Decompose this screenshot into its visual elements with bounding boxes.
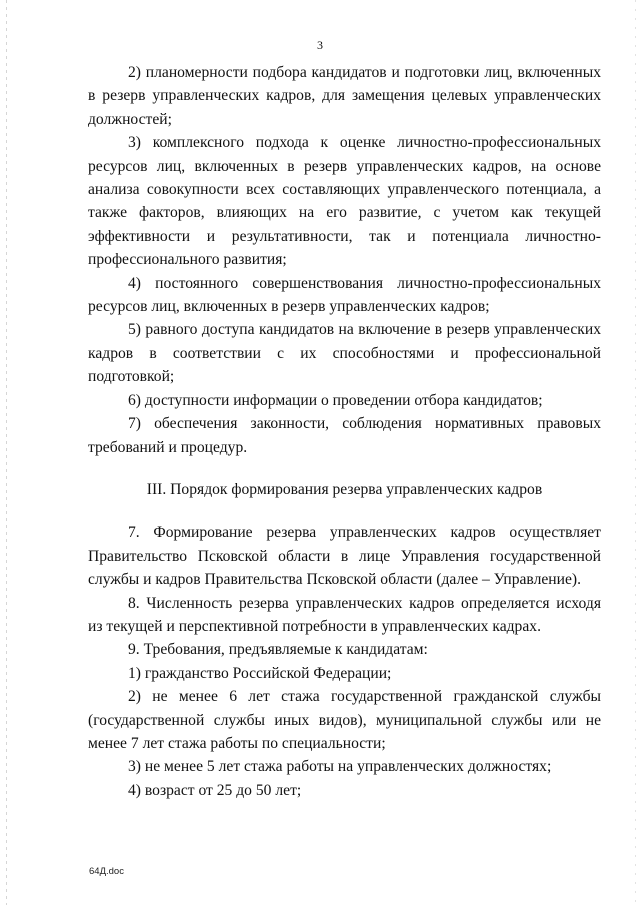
list-item-4: 4) постоянного совершенствования личностно-профессиональных ресурсов лиц, включенных в резерв управленческих кадров; [88,274,601,316]
section-heading: III. Порядок формирования резерва управленческих кадров [146,480,543,498]
requirement-1: 1) гражданство Российской Федерации; [128,664,392,682]
clause-9: 9. Требования, предъявляемые к кандидатам: [128,641,428,659]
clause-8: 8. Численность резерва управленческих кадров определяется исходя из текущей и перспективной потребности в управленческих кадрах. [88,594,601,635]
page-number: 3 [317,38,323,52]
requirement-4: 4) возраст от 25 до 50 лет; [128,781,302,799]
scan-edge-right [635,0,636,905]
footer-filename: 64Д.doc [89,866,124,877]
document-body [88,61,601,802]
clause-7: 7. Формирование резерва управленческих кадров осуществляет Правительство Псковской области в лице Управления государственной службы и кадров Правительства Псковской области (далее – Управление). [88,524,601,589]
list-item-6: 6) доступности информации о проведении отбора кандидатов; [128,391,543,409]
list-item-2: 2) планомерности подбора кандидатов и подготовки лиц, включенных в резерв управленческих кадров, для замещения целевых управленческих должностей; [88,64,601,128]
list-item-5: 5) равного доступа кандидатов на включение в резерв управленческих кадров в соответствии с их способностями и профессиональной подготовкой; [88,321,601,386]
requirement-2: 2) не менее 6 лет стажа государственной гражданской службы (государственной службы иных видов), муниципальной службы или не менее 7 лет стажа работы по специальности; [88,688,601,752]
scan-edge-left [6,0,7,905]
list-item-3: 3) комплексного подхода к оценке личностно-профессиональных ресурсов лиц, включенных в резерв управленческих кадров, на основе анализа совокупности всех составляющих управленческого потенциала, а также факторов, влияющих на его развитие, с учетом как текущей эффективности и результативности, так и потенциала личностно-профессионального развития; [88,134,601,269]
requirement-3: 3) не менее 5 лет стажа работы на управленческих должностях; [128,758,552,776]
list-item-7: 7) обеспечения законности, соблюдения нормативных правовых требований и процедур. [88,415,601,456]
